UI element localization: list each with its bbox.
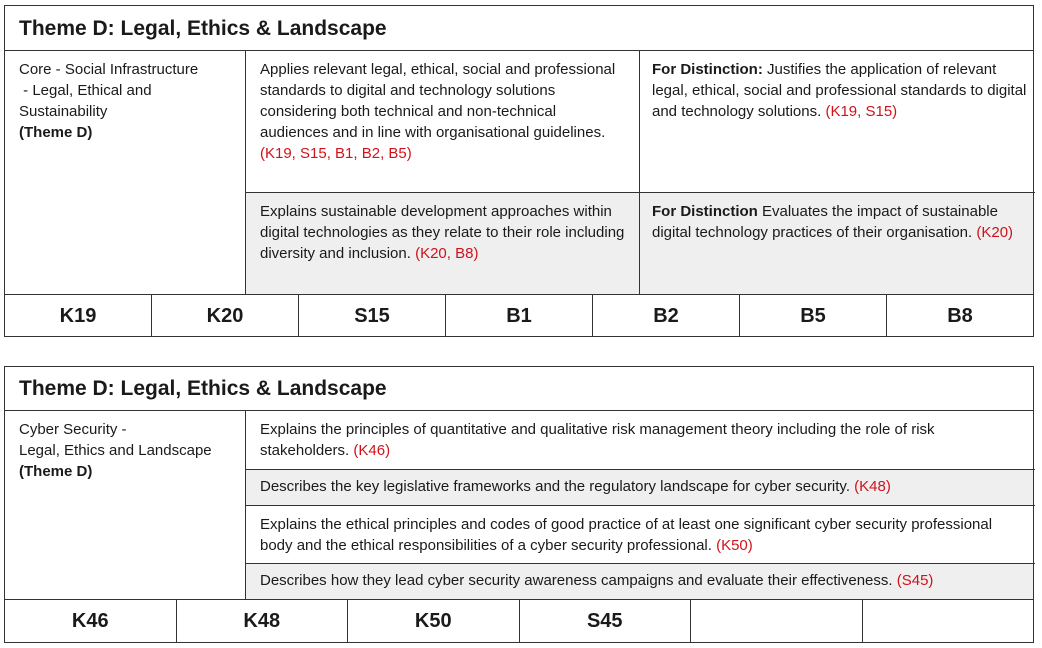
ksb-code: B8 [886,295,1033,337]
pass-criterion-text: Applies relevant legal, ethical, social and professional standards to digital and technology solutions considering both technical and non-technical audiences and in line with organisational guidelines. [260,61,616,141]
table-1-module-line1: Core - Social Infrastructure [19,61,199,78]
ksb-code-empty [862,600,1034,643]
table-1-module-line2: - Legal, Ethical and Sustainability [19,82,156,120]
table-1-ksb-code-row [5,294,1033,337]
ksb-references: (K19, S15, B1, B2, B5) [260,145,412,162]
table-1-pass-cell [246,193,639,294]
table-1-distinction-cell [640,51,1033,192]
ksb-code: B1 [445,295,592,337]
ksb-references: (K19, S15) [825,103,898,120]
criterion-text: Describes the key legislative frameworks and the regulatory landscape for cyber security. [260,478,855,495]
distinction-label: For Distinction: [652,61,763,78]
table-1-title: Theme D: Legal, Ethics & Landscape [5,6,1033,51]
table-2-theme-label: (Theme D) [19,463,93,480]
pass-criterion-text: Explains sustainable development approaches within digital technologies as they relate to their role including diversity and inclusion. [260,203,625,262]
table-2-criterion-cell [246,564,1033,599]
criterion-text: Explains the principles of quantitative and qualitative risk management theory including the role of risk stakeholders. [260,421,935,459]
ksb-code: K50 [347,600,519,643]
ksb-references: (K48) [854,478,891,495]
ksb-code: K19 [59,305,97,327]
table-1-pass-cell [246,51,639,192]
table-2-module-cell [5,411,245,599]
criteria-table-2 [4,366,1034,643]
ksb-references: (S45) [896,572,934,589]
criterion-text: Explains the ethical principles and codes of good practice of at least one significant cyber security professional body and the ethical responsibilities of a cyber security professional. [260,516,993,554]
ksb-code: K46 [71,610,109,632]
table-2-criterion-cell [246,506,1033,563]
table-1-distinction-cell [640,193,1033,294]
distinction-criterion-text: Evaluates the impact of sustainable digital technology practices of their organisation. [652,203,998,241]
ksb-code: S45 [519,600,691,643]
criterion-text: Describes how they lead cyber security awareness campaigns and evaluate their effectiveness. [260,572,897,589]
table-1-module-cell [5,51,245,294]
distinction-label: For Distinction [652,203,758,220]
table-2-criterion-cell [246,411,1033,469]
ksb-code: S15 [298,295,445,337]
table-2-module-line1: Cyber Security - [19,421,127,438]
table-2-criterion-cell [246,470,1033,505]
ksb-code: K48 [176,600,348,643]
ksb-references: (K20, B8) [415,245,479,262]
distinction-criterion-text: Justifies the application of relevant legal, ethical, social and professional standards to digital and technology solutions. [652,61,1027,120]
table-2-module-line2: Legal, Ethics and Landscape [19,442,212,459]
ksb-references: (K46) [353,442,391,459]
table-1-theme-label: (Theme D) [19,124,93,141]
criteria-table-1 [4,5,1034,337]
ksb-code: B2 [592,295,739,337]
ksb-references: (K20) [976,224,1014,241]
ksb-references: (K50) [716,537,753,554]
ksb-code-empty [690,600,862,643]
table-2-ksb-code-row [5,599,1033,643]
table-2-title: Theme D: Legal, Ethics & Landscape [5,367,1033,411]
ksb-code: B5 [739,295,886,337]
ksb-code: K20 [151,295,298,337]
